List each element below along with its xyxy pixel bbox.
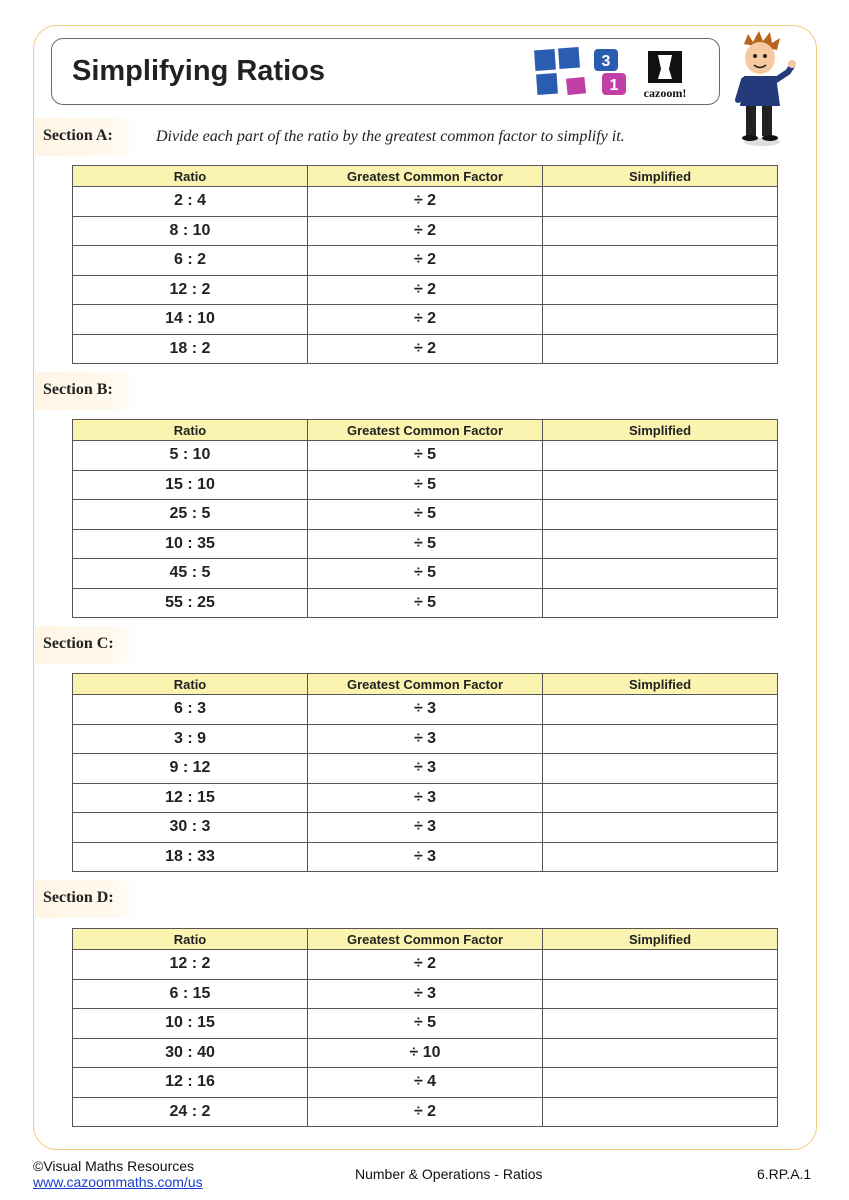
page-title: Simplifying Ratios: [72, 55, 325, 87]
footer-standard: 6.RP.A.1: [757, 1166, 812, 1182]
answer-cell[interactable]: [543, 695, 778, 725]
answer-cell[interactable]: [543, 1068, 778, 1098]
gcf-cell: ÷ 5: [308, 529, 543, 559]
answer-cell[interactable]: [543, 500, 778, 530]
answer-cell[interactable]: [543, 529, 778, 559]
gcf-cell: ÷ 3: [308, 754, 543, 784]
answer-cell[interactable]: [543, 979, 778, 1009]
table-row: [73, 470, 778, 500]
answer-cell[interactable]: [543, 724, 778, 754]
column-header-gcf: Greatest Common Factor: [308, 674, 543, 695]
gcf-cell: ÷ 2: [308, 246, 543, 276]
gcf-cell: ÷ 2: [308, 334, 543, 364]
gcf-cell: ÷ 5: [308, 500, 543, 530]
ratio-cell: 8 : 10: [73, 216, 308, 246]
gcf-cell: ÷ 2: [308, 216, 543, 246]
column-header-ratio: Ratio: [73, 674, 308, 695]
column-header-simplified: Simplified: [543, 166, 778, 187]
table-row: [73, 754, 778, 784]
section-c-table: [72, 673, 778, 872]
table-row: [73, 246, 778, 276]
table-row: [73, 441, 778, 471]
answer-cell[interactable]: [543, 1097, 778, 1127]
cazoom-logo: [530, 43, 720, 101]
answer-cell[interactable]: [543, 216, 778, 246]
instructions-text: Divide each part of the ratio by the greatest common factor to simplify it.: [156, 128, 625, 145]
section-d-label: Section D:: [35, 880, 141, 918]
column-header-ratio: Ratio: [73, 929, 308, 950]
footer-topic: Number & Operations - Ratios: [355, 1166, 543, 1182]
ratio-cell: 15 : 10: [73, 470, 308, 500]
table-row: [73, 275, 778, 305]
answer-cell[interactable]: [543, 187, 778, 217]
section-a-table: [72, 165, 778, 364]
gcf-cell: ÷ 10: [308, 1038, 543, 1068]
ratio-cell: 55 : 25: [73, 588, 308, 618]
table-row: [73, 979, 778, 1009]
ratio-cell: 5 : 10: [73, 441, 308, 471]
ratio-cell: 12 : 15: [73, 783, 308, 813]
answer-cell[interactable]: [543, 1038, 778, 1068]
ratio-cell: 25 : 5: [73, 500, 308, 530]
ratio-cell: 12 : 16: [73, 1068, 308, 1098]
table-row: [73, 1068, 778, 1098]
table-row: [73, 813, 778, 843]
ratio-cell: 9 : 12: [73, 754, 308, 784]
table-row: [73, 216, 778, 246]
answer-cell[interactable]: [543, 754, 778, 784]
gcf-cell: ÷ 2: [308, 1097, 543, 1127]
gcf-cell: ÷ 4: [308, 1068, 543, 1098]
answer-cell[interactable]: [543, 1009, 778, 1039]
ratio-cell: 12 : 2: [73, 275, 308, 305]
ratio-cell: 6 : 2: [73, 246, 308, 276]
gcf-cell: ÷ 5: [308, 1009, 543, 1039]
gcf-cell: ÷ 3: [308, 813, 543, 843]
answer-cell[interactable]: [543, 559, 778, 589]
column-header-gcf: Greatest Common Factor: [308, 420, 543, 441]
section-a-label: Section A:: [35, 118, 141, 156]
table-row: [73, 950, 778, 980]
table-row: [73, 1009, 778, 1039]
table-row: [73, 1097, 778, 1127]
answer-cell[interactable]: [543, 305, 778, 335]
table-row: [73, 334, 778, 364]
copyright-text: ©Visual Maths Resources: [33, 1158, 195, 1174]
gcf-cell: ÷ 2: [308, 275, 543, 305]
website-link[interactable]: www.cazoommaths.com/us: [33, 1174, 203, 1190]
table-row: [73, 187, 778, 217]
answer-cell[interactable]: [543, 842, 778, 872]
ratio-cell: 24 : 2: [73, 1097, 308, 1127]
svg-text:1: 1: [609, 77, 619, 94]
table-row: [73, 1038, 778, 1068]
ratio-cell: 45 : 5: [73, 559, 308, 589]
answer-cell[interactable]: [543, 441, 778, 471]
answer-cell[interactable]: [543, 246, 778, 276]
ratio-cell: 3 : 9: [73, 724, 308, 754]
section-d-table: [72, 928, 778, 1127]
section-b-label: Section B:: [35, 372, 141, 410]
gcf-cell: ÷ 3: [308, 979, 543, 1009]
table-row: [73, 529, 778, 559]
mascot-illustration: [730, 30, 800, 148]
column-header-simplified: Simplified: [543, 420, 778, 441]
gcf-cell: ÷ 3: [308, 695, 543, 725]
ratio-cell: 10 : 15: [73, 1009, 308, 1039]
gcf-cell: ÷ 5: [308, 559, 543, 589]
table-header-row: [73, 674, 778, 695]
section-b-table: [72, 419, 778, 618]
title-banner: [51, 38, 720, 105]
table-row: [73, 695, 778, 725]
column-header-gcf: Greatest Common Factor: [308, 929, 543, 950]
column-header-ratio: Ratio: [73, 166, 308, 187]
table-row: [73, 559, 778, 589]
column-header-simplified: Simplified: [543, 674, 778, 695]
table-row: [73, 588, 778, 618]
answer-cell[interactable]: [543, 783, 778, 813]
ratio-cell: 2 : 4: [73, 187, 308, 217]
gcf-cell: ÷ 2: [308, 305, 543, 335]
table-header-row: [73, 166, 778, 187]
answer-cell[interactable]: [543, 275, 778, 305]
ratio-cell: 12 : 2: [73, 950, 308, 980]
gcf-cell: ÷ 5: [308, 588, 543, 618]
svg-text:cazoom!: cazoom!: [643, 86, 687, 100]
table-row: [73, 724, 778, 754]
column-header-gcf: Greatest Common Factor: [308, 166, 543, 187]
svg-text:3: 3: [601, 53, 611, 70]
gcf-cell: ÷ 3: [308, 842, 543, 872]
table-row: [73, 305, 778, 335]
ratio-cell: 30 : 3: [73, 813, 308, 843]
ratio-cell: 10 : 35: [73, 529, 308, 559]
answer-cell[interactable]: [543, 950, 778, 980]
answer-cell[interactable]: [543, 470, 778, 500]
table-row: [73, 842, 778, 872]
gcf-cell: ÷ 5: [308, 470, 543, 500]
gcf-cell: ÷ 5: [308, 441, 543, 471]
gcf-cell: ÷ 3: [308, 724, 543, 754]
ratio-cell: 30 : 40: [73, 1038, 308, 1068]
gcf-cell: ÷ 3: [308, 783, 543, 813]
footer-credits: [33, 1158, 203, 1190]
ratio-cell: 18 : 33: [73, 842, 308, 872]
ratio-cell: 14 : 10: [73, 305, 308, 335]
ratio-cell: 6 : 15: [73, 979, 308, 1009]
gcf-cell: ÷ 2: [308, 187, 543, 217]
gcf-cell: ÷ 2: [308, 950, 543, 980]
table-row: [73, 783, 778, 813]
answer-cell[interactable]: [543, 588, 778, 618]
answer-cell[interactable]: [543, 813, 778, 843]
section-c-label: Section C:: [35, 626, 141, 664]
table-row: [73, 500, 778, 530]
column-header-ratio: Ratio: [73, 420, 308, 441]
table-header-row: [73, 929, 778, 950]
column-header-simplified: Simplified: [543, 929, 778, 950]
answer-cell[interactable]: [543, 334, 778, 364]
ratio-cell: 6 : 3: [73, 695, 308, 725]
table-header-row: [73, 420, 778, 441]
ratio-cell: 18 : 2: [73, 334, 308, 364]
